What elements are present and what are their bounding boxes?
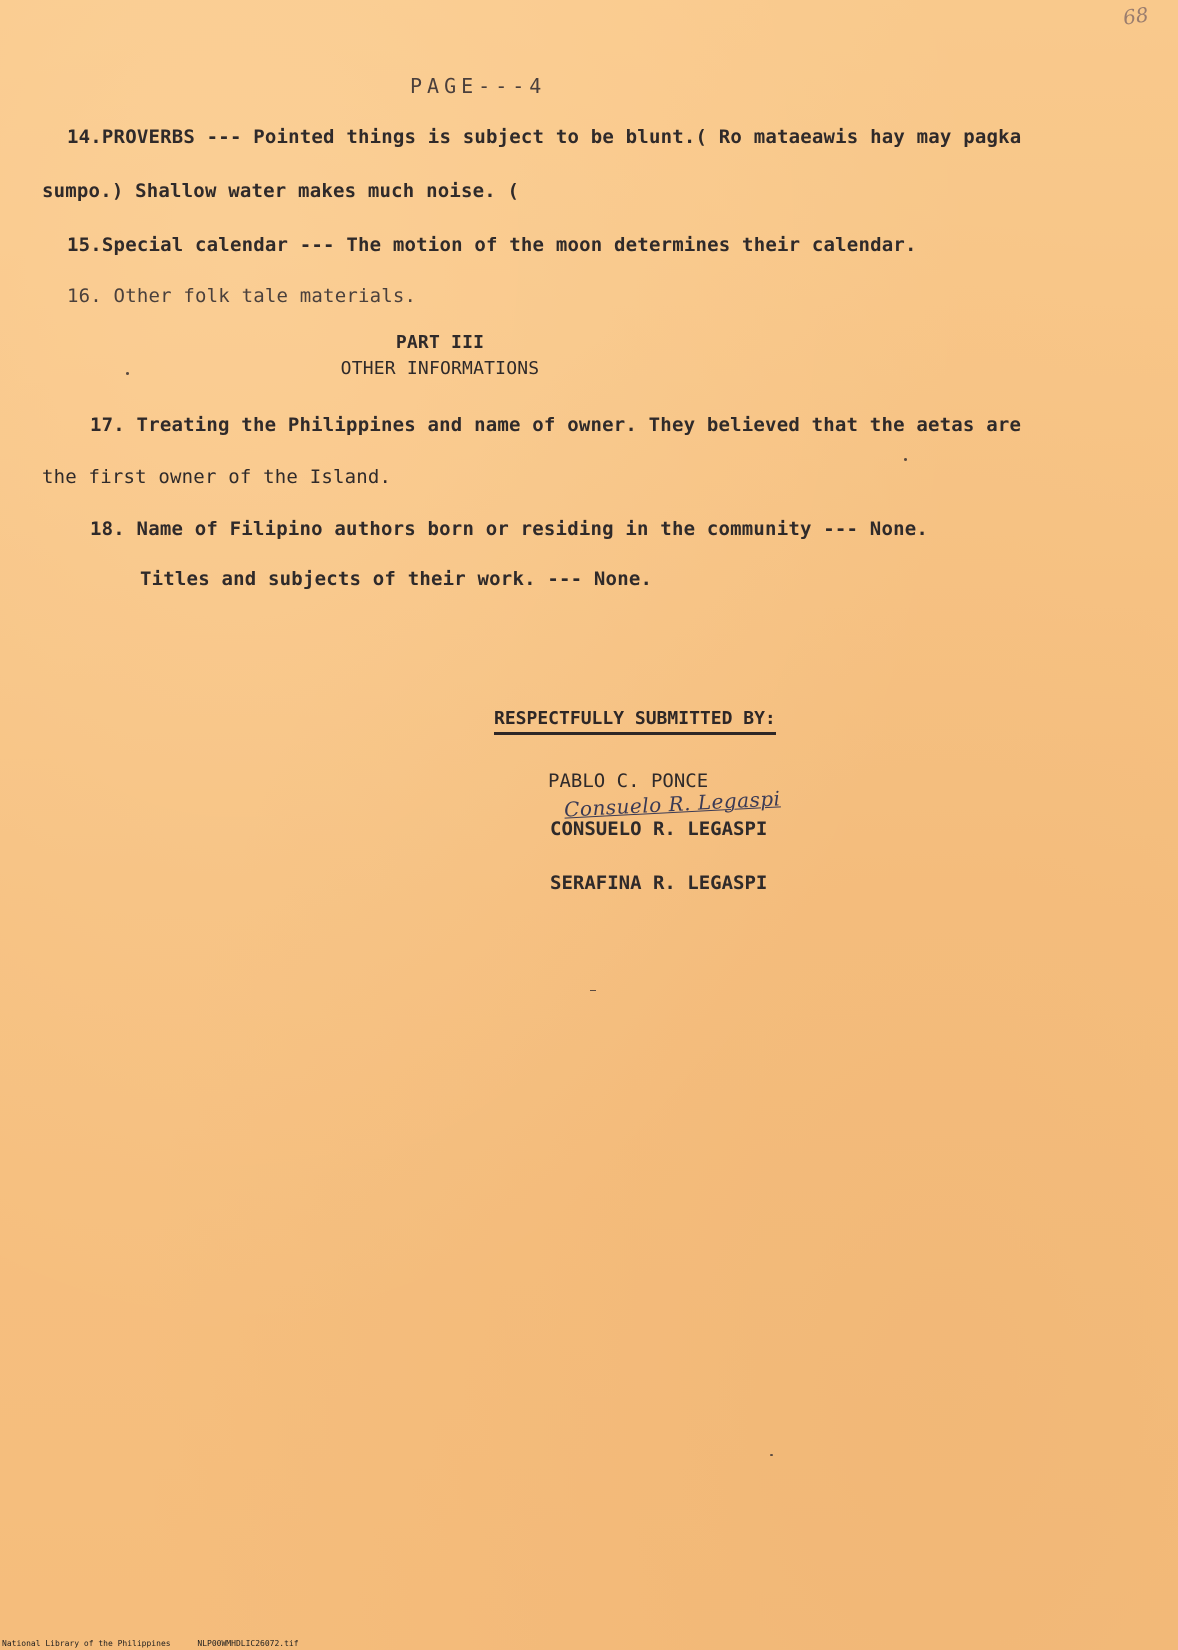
item-18: 18. Name of Filipino authors born or residing in the community --- None.: [90, 518, 929, 540]
footer-library: National Library of the Philippines: [2, 1639, 171, 1648]
paper-speck: [590, 990, 596, 991]
archive-footer: [2, 1639, 299, 1648]
page-header: PAGE---4: [410, 74, 547, 98]
item-18-subline: Titles and subjects of their work. --- None.: [140, 568, 653, 590]
submitted-by-heading: RESPECTFULLY SUBMITTED BY:: [494, 708, 776, 735]
part-three-title: PART III: [395, 332, 485, 353]
item-15: 15.Special calendar --- The motion of the moon determines their calendar.: [67, 234, 917, 256]
signatory-serafina-legaspi: SERAFINA R. LEGASPI: [550, 872, 768, 894]
footer-file-id: NLP00WMHDLIC26072.tif: [197, 1639, 299, 1648]
item-17-line-1: 17. Treating the Philippines and name of owner. They believed that the aetas are: [90, 414, 1022, 436]
signature-block: [494, 708, 834, 735]
paper-speck: [126, 372, 129, 375]
part-three-subtitle: OTHER INFORMATIONS: [340, 358, 540, 379]
paper-speck: [904, 458, 907, 461]
item-16: 16. Other folk tale materials.: [67, 285, 417, 307]
paper-speck: [770, 1454, 773, 1456]
signatory-consuelo-legaspi: CONSUELO R. LEGASPI: [550, 818, 768, 840]
item-14-line-2: sumpo.) Shallow water makes much noise. (: [42, 180, 520, 202]
item-17-line-2: the first owner of the Island.: [42, 466, 392, 488]
handwritten-signature: Consuelo R. Legaspi: [563, 786, 782, 822]
signatory-pablo-ponce: PABLO C. PONCE: [548, 770, 709, 792]
item-14-line-1: 14.PROVERBS --- Pointed things is subject to be blunt.( Ro mataeawis hay may pagka: [67, 126, 1022, 148]
corner-page-mark: 68: [1121, 2, 1150, 30]
